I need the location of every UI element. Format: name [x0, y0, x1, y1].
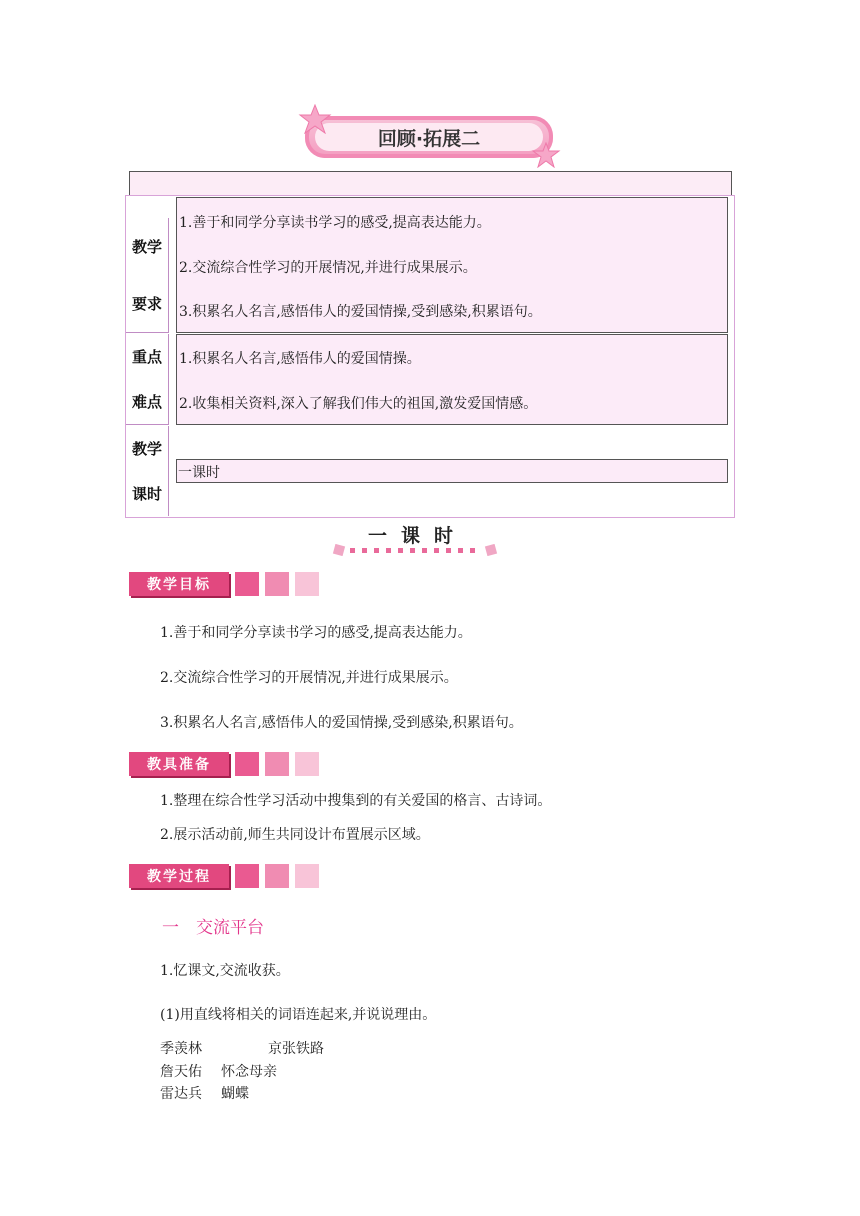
section-tag-goals: 教学目标: [129, 572, 229, 596]
decor-square: [235, 752, 259, 776]
process-item: 1.忆课文,交流收获。: [160, 963, 290, 979]
requirements-content: [176, 197, 728, 333]
decor-square: [235, 572, 259, 596]
row-label-requirements: [126, 218, 169, 333]
decor-square: [295, 752, 319, 776]
row-label-text: 难点: [131, 393, 162, 411]
list-item: 3.积累名人名言,感悟伟人的爱国情操,受到感染,积累语句。: [179, 304, 542, 320]
decor-square: [295, 572, 319, 596]
pair-left: 雷达兵: [160, 1086, 202, 1102]
pair-right: 蝴蝶: [221, 1086, 249, 1102]
tool-item: 1.整理在综合性学习活动中搜集到的有关爱国的格言、古诗词。: [160, 793, 552, 809]
star-decoration-icon: [531, 142, 561, 168]
list-item: 2.收集相关资料,深入了解我们伟大的祖国,激发爱国情感。: [179, 396, 538, 412]
goal-item: 1.善于和同学分享读书学习的感受,提高表达能力。: [160, 625, 472, 641]
row-label-text: 课时: [131, 485, 162, 503]
list-item: 1.积累名人名言,感悟伟人的爱国情操。: [179, 351, 421, 367]
row-label-text: 要求: [131, 295, 162, 313]
star-decoration-icon: [298, 104, 332, 134]
pair-right: 京张铁路: [268, 1041, 324, 1057]
row-label-text: 教学: [131, 238, 162, 256]
section-tag-tools: 教具准备: [129, 752, 229, 776]
step-title: 一 交流平台: [162, 918, 264, 938]
list-item: 1.善于和同学分享读书学习的感受,提高表达能力。: [179, 215, 491, 231]
decor-square: [295, 864, 319, 888]
pair-left: 季羡林: [160, 1041, 202, 1057]
decor-square: [265, 864, 289, 888]
list-item: 一课时: [178, 465, 220, 481]
section-tag-process: 教学过程: [129, 864, 229, 888]
goal-item: 3.积累名人名言,感悟伟人的爱国情操,受到感染,积累语句。: [160, 715, 523, 731]
dotted-divider-icon: [332, 544, 502, 556]
row-label-periods: [126, 426, 169, 516]
tool-item: 2.展示活动前,师生共同设计布置展示区域。: [160, 827, 430, 843]
key-points-content: [176, 334, 728, 425]
table-header-bar: [129, 171, 732, 196]
goal-item: 2.交流综合性学习的开展情况,并进行成果展示。: [160, 670, 458, 686]
lesson-heading: 一课时: [368, 525, 468, 547]
periods-content: [176, 459, 728, 483]
list-item: 2.交流综合性学习的开展情况,并进行成果展示。: [179, 260, 477, 276]
pair-right: 怀念母亲: [221, 1064, 277, 1080]
process-item: (1)用直线将相关的词语连起来,并说说理由。: [160, 1007, 437, 1023]
pair-left: 詹天佑: [160, 1064, 202, 1080]
page-title: 回顾·拓展二: [315, 123, 543, 151]
row-label-text: 重点: [131, 348, 162, 366]
row-label-key-points: [126, 334, 169, 425]
decor-square: [265, 572, 289, 596]
title-banner: [305, 116, 553, 158]
decor-square: [265, 752, 289, 776]
decor-square: [235, 864, 259, 888]
row-label-text: 教学: [131, 440, 162, 458]
